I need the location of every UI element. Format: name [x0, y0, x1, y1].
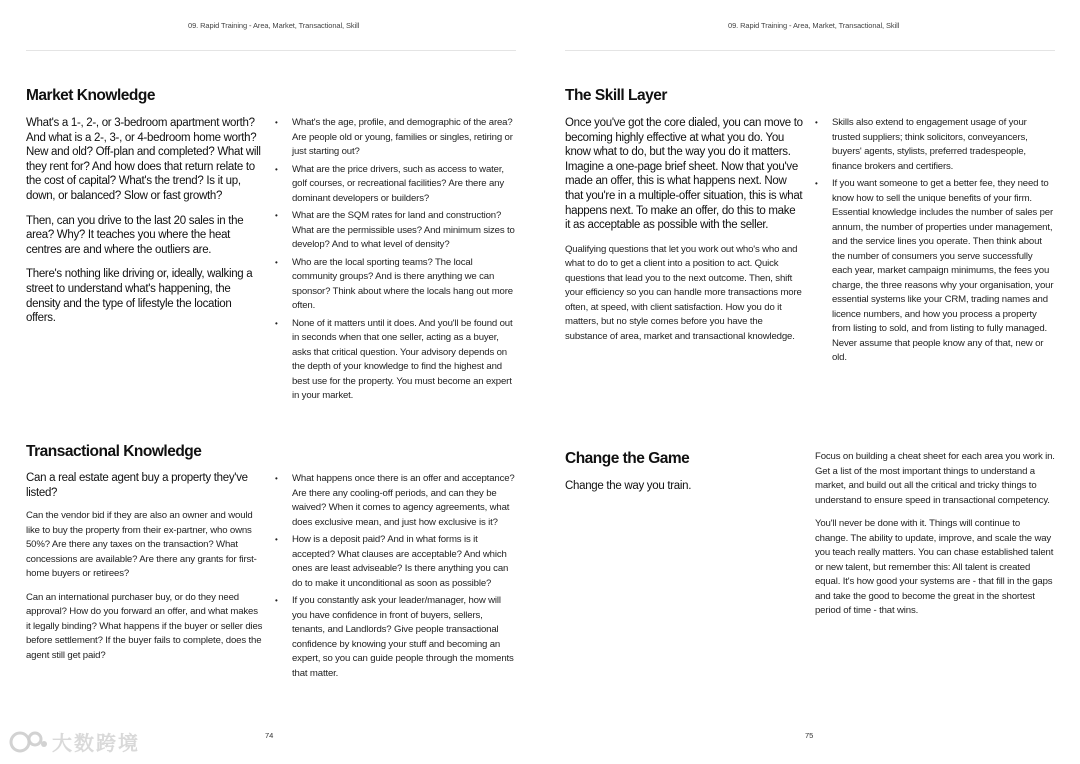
page-header-left: 09. Rapid Training - Area, Market, Transactional, Skill: [188, 21, 360, 30]
header-divider-right: [565, 50, 1055, 51]
header-divider-left: [26, 50, 516, 51]
transactional-paragraph: Can an international purchaser buy, or do they need approval? How do you forward an offer, and what makes it legally binding? What happens if the buyer or seller dies before settlement? If the buyer fails to complete, does the agent still get paid?: [26, 591, 263, 661]
page-header-right: 09. Rapid Training - Area, Market, Transactional, Skill: [728, 21, 900, 30]
section-title-skill-layer: The Skill Layer: [565, 87, 667, 104]
skill-body-paragraph: Qualifying questions that let you work out who's who and what to do to get a client into a position to act. Quick questions that lead you to the next outcome. Then, shift your efficiency so you can handle more transactions more often, at speed, with client satisfaction. How you do it matters, but no style comes before you have the substance of area, market and transactional knowledge.: [565, 243, 802, 342]
market-bullet-item: • What are the price drivers, such as access to water, golf courses, or recreational facilities? Are there any dominant developers or builders?: [275, 163, 515, 207]
market-bullet-item: • None of it matters until it does. And you'll be found out in seconds when that one seller, acting as a buyer, asks that critical question. Your advisory depends on the depth of your knowledge to find the highest and best use for the property. You must become an expert in your market.: [275, 317, 515, 404]
market-lead-paragraph: Then, can you drive to the last 20 sales in the area? Why? It teaches you where the heat centres are and where the outliers are.: [26, 214, 244, 256]
watermark-logo-icon: [8, 729, 48, 755]
market-bullet-item: • What's the age, profile, and demographic of the area? Are people old or young, families or singles, retiring or just starting out?: [275, 116, 515, 160]
change-paragraph: Focus on building a cheat sheet for each area you work in. Get a list of the most important things to understand a market, and build out all the critical and tricky things to understand to ensure speed in transactional competency.: [815, 451, 1055, 506]
section-title-market-knowledge: Market Knowledge: [26, 87, 155, 104]
market-lead-column: [26, 116, 264, 336]
change-body-column: [815, 450, 1055, 628]
watermark-text: 大数跨境: [52, 733, 140, 755]
skill-lead-paragraph: Once you've got the core dialed, you can move to becoming highly effective at what you do. You know what to do, but the way you do it matters. Imagine a one-page brief sheet. Now that you've made an offer, this is what happens next. Now that you're in a multiple-offer situation, this is what happens next. To make an offer, do this to make it as acceptable as possible with the seller.: [565, 117, 803, 232]
skill-bullet-item: • If you want someone to get a better fee, they need to know how to sell the unique benefits of your firm. Essential knowledge includes the number of sales per annum, the number of properties under management, and the service lines you operate. Then think about the number of consumers you serve successfully each year, market campaign minimums, the fees you charge, the three reasons why your organisation, your essential systems like your CRM, trading names and licence numbers, and how you process a property from listing to sold, and from listing to fully managed. Never assume that people know any of that, new or old.: [815, 177, 1055, 366]
market-bullet-list: [275, 116, 515, 407]
market-bullet-item: • What are the SQM rates for land and construction? What are the permissible uses? And minimum sizes to develop? And to what level of density?: [275, 209, 515, 253]
market-lead-paragraph: There's nothing like driving or, ideally, walking a street to understand what's happening, the density and the type of lifestyle the location offers.: [26, 268, 253, 325]
transactional-bullet-item: • How is a deposit paid? And in what forms is it accepted? What clauses are acceptable? And which ones are least adviseable? Is there anything you can do to make it unconditional as soon as possible?: [275, 533, 515, 591]
skill-text-column: [565, 116, 803, 353]
skill-bullet-item: • Skills also extend to engagement usage of your trusted suppliers; think solicitors, conveyancers, buyers' agents, stylists, preferred tradespeople, finance brokers and certifiers.: [815, 116, 1055, 174]
market-bullet-item: • Who are the local sporting teams? The local community groups? And is there anything we can sponsor? Think about where the locals hang out more often.: [275, 256, 515, 314]
change-subtitle: Change the way you train.: [565, 480, 692, 492]
skill-bullet-list: [815, 116, 1055, 369]
section-title-transactional-knowledge: Transactional Knowledge: [26, 443, 202, 460]
page-number-left: 74: [265, 731, 274, 740]
transactional-bullet-item: • If you constantly ask your leader/manager, how will you have confidence in front of buyers, sellers, tenants, and Landlords? Give people transactional confidence by knowing your stuff and becoming an expert, so you can guide people through the moments that matter.: [275, 594, 515, 681]
page-number-right: 75: [805, 731, 814, 740]
transactional-bullet-list: [275, 472, 515, 684]
watermark: [8, 727, 140, 756]
market-lead-paragraph: What's a 1-, 2-, or 3-bedroom apartment worth? And what is a 2-, 3-, or 4-bedroom home worth? New and old? Off-plan and completed? What will they rent for? And how does that return relate to the cost of capital? What's the trend? Is it up, down, or balanced? Slow or fast growth?: [26, 117, 261, 202]
transactional-paragraph: Can the vendor bid if they are also an owner and would like to buy the property from their ex-partner, who owns 50%? Are there any taxes on the transaction? What concessions are available? Are there any grants for first-home buyers or retirees?: [26, 510, 257, 580]
transactional-text-column: [26, 471, 264, 672]
transactional-bullet-item: • What happens once there is an offer and acceptance? Are there any cooling-off periods, and can they be waived? When it comes to agency agreements, what does exclusive mean, and just how exclusive is it?: [275, 472, 515, 530]
transactional-subtitle: Can a real estate agent buy a property they've listed?: [26, 472, 248, 499]
section-title-change-the-game: Change the Game: [565, 450, 690, 467]
change-paragraph: You'll never be done with it. Things will continue to change. The ability to update, improve, and scale the way you teach really matters. You can chase established talent or new talent, but remember this: All talent is created equal. It's how good your systems are - that fill in the gaps and take the good to become the great in the shortest period of time - that wins.: [815, 518, 1054, 616]
